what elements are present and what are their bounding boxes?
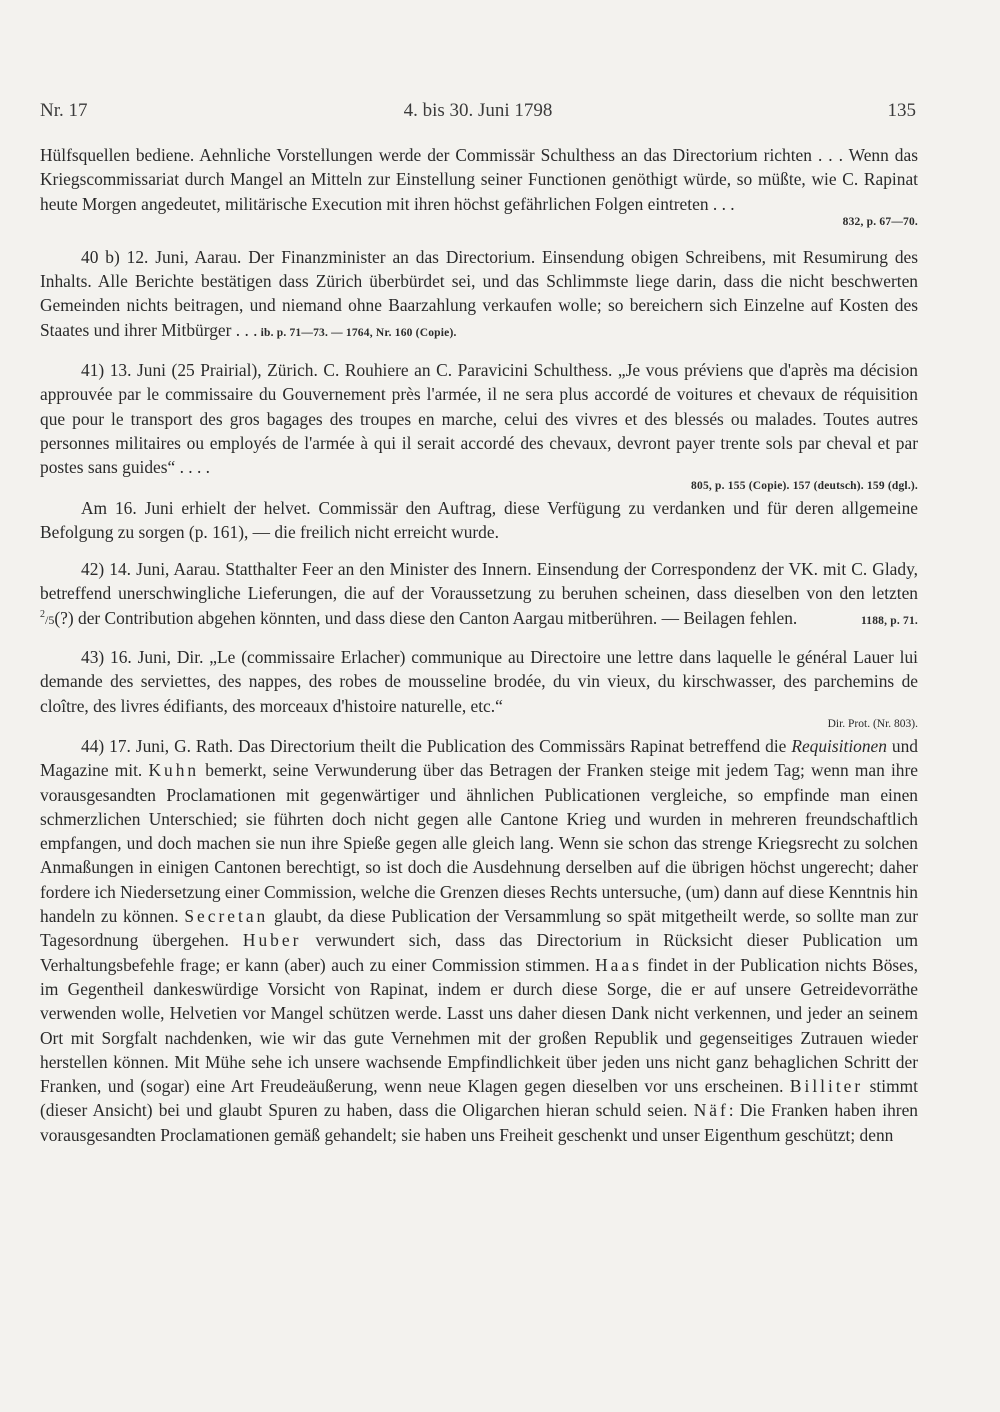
page-reference: p. 71. bbox=[887, 614, 918, 627]
paragraph-text: 44) 17. Juni, G. Rath. Das Directorium theilt die Publication des Commissärs Rapinat betreffend die bbox=[81, 735, 792, 756]
paragraph-text: bemerkt, seine Verwunderung über das Betragen der Franken steige mit jedem Tag; wenn man ihre vorausgesandten Proclamationen mit gegenwärtiger und ähnlichen Publicationen vergleiche, so empfinde man einen schmerzlichen Unterschied; sie führten doch nicht gegen alle Cantone Krieg und wurden in mehreren freundschaftlich empfangen, und doch machen sie nun ihre Spieße gegen alle gleich lang. Wenn sie schon das strenge Kriegsrecht zu solchen Anmaßungen in einigen Cantonen berechtigt, so ist doch die Ausdehnung derselben auf die übrigen höchst ungerecht; daher fordere ich Niedersetzung einer Commission, welche die Grenzen dieses Rechts untersuche, (um) dann auf diese Kenntnis hin handeln zu können. bbox=[40, 760, 918, 927]
paragraph-text: Am 16. Juni erhielt der helvet. Commissär den Auftrag, diese Verfügung zu verdanken und für deren allgemeine Befolgung zu sorgen (p. 161), — die freilich nicht erreicht wurde. bbox=[40, 497, 918, 542]
paragraph-continuation bbox=[40, 143, 918, 230]
source-reference: Dir. Prot. (Nr. 803). bbox=[827, 717, 918, 730]
source-reference bbox=[40, 478, 918, 494]
fraction-numerator: 2 bbox=[40, 608, 45, 620]
speaker-name: Secretan bbox=[184, 906, 269, 927]
paragraph-text: Hülfsquellen bediene. Aehnliche Vorstellungen werde der Commissär Schulthess an das Directorium richten . . . Wenn das Kriegscommissariat durch Mangel an Mitteln zur Einstellung seiner Functionen genöthigt würde, so müßte, wie C. Rapinat heute Morgen angedeutet, militärische Execution mit ihren höchst gefährlichen Folgen eintreten . . . bbox=[40, 145, 918, 214]
archive-number: 805, bbox=[691, 479, 712, 492]
paragraph-text: und Magazine mit. bbox=[40, 735, 918, 781]
page-number: 135 bbox=[887, 100, 916, 121]
speaker-name: Kuhn bbox=[148, 760, 200, 781]
speaker-name: Billiter bbox=[789, 1076, 864, 1097]
italic-term: Requisitionen bbox=[791, 735, 887, 756]
page-reference: ib. p. 71—73. — bbox=[257, 326, 346, 339]
running-header bbox=[40, 100, 916, 128]
paragraph-text: : Die Franken haben ihren vorausgesandten Proclamationen gemäß gehandelt; sie haben uns Freiheit geschenkt und unser Eigenthum geschützt; denn bbox=[40, 1100, 919, 1145]
archive-number: 832, bbox=[842, 215, 864, 228]
source-reference bbox=[40, 214, 918, 230]
speaker-name: Näf bbox=[693, 1100, 729, 1121]
entry-44 bbox=[40, 734, 918, 1147]
entry-40b bbox=[40, 245, 918, 345]
date-range: 4. bis 30. Juni 1798 bbox=[403, 100, 553, 121]
archive-number: 1188, bbox=[860, 614, 888, 627]
paragraph-text: (?) der Contribution abgehen könnten, und dass diese den Canton Aargau mitberühren. — Beilagen fehlen. bbox=[54, 607, 798, 628]
paragraph-text: findet in der Publication nichts Böses, im Gegentheil dankeswürdige Vorsicht von Rapinat, indem er durch diese Sorge, die er auf unsere Getreidevorräthe verwenden wolle, Helvetien vor Mangel schützen werde. Lasst uns daher diesen Dank nicht verkennen, und jeder an seinem Ort mit Sorgfalt nachdenken, wie wir das gute Vernehmen mit der großen Republik und gegenseitiges Zutrauen wieder herstellen können. Mit Mühe sehe ich unsere wachsende Empfindlichkeit über jeden uns nicht ganz behaglichen Schritt der Franken, und (sogar) eine Art Freudeäußerung, wenn neue Klagen gegen dieselben vor uns erscheinen. bbox=[40, 954, 918, 1097]
speaker-name: Haas bbox=[595, 954, 642, 975]
paragraph-text: 43) 16. Juni, Dir. „Le (commissaire Erlacher) communique au Directoire une lettre dans laquelle le général Lauer lui demande des serviettes, des nappes, des robes de mousseline brodée, du vin vieux, du kirschwasser, des parchemins de cloître, des livres édifiants, des morceaux d'histoire naturelle, etc.“ bbox=[40, 647, 918, 716]
fraction-denominator: /5 bbox=[45, 612, 55, 627]
entry-41 bbox=[40, 358, 918, 493]
paragraph-text: glaubt, da diese Publication der Versammlung so spät mitgetheilt werde, so sollte man zur Tagesordnung übergehen. bbox=[40, 906, 918, 951]
paragraph-text: 40 b) 12. Juni, Aarau. Der Finanzminister an das Directorium. Einsendung obigen Schreibens, mit Resumirung des Inhalts. Alle Berichte bestätigen dass Zürich überbürdet sei, und das Schlimmste liege darin, dass die nicht beschwerten Gemeinden nichts beitragen, und niemand ohne Baarzahlung verkaufen wolle; so bereichern sich Einzelne auf Kosten des Staates und ihrer Mitbürger . . . bbox=[40, 246, 918, 340]
paragraph-text: stimmt (dieser Ansicht) bei und glaubt Spuren zu haben, dass die Oligarchen hieran schuld seien. bbox=[40, 1076, 918, 1121]
page-reference: p. 67—70. bbox=[863, 215, 918, 228]
entry-42 bbox=[40, 557, 918, 632]
document-number: Nr. 17 bbox=[40, 100, 88, 121]
paragraph-text: 41) 13. Juni (25 Prairial), Zürich. C. Rouhiere an C. Paravicini Schulthess. „Je vous préviens que d'après ma décision approuvée par le commissaire du Gouvernement près l'armée, il ne sera plus accordé de voitures et chevaux de réquisition que pour le transport des gros bagages des troupes en marche, celui des vivres et des blessés ou malades. Toutes autres personnes militaires ou employés de l'armée à qui il serait accordé des chevaux, devront payer trente sols par cheval et par postes sans guides“ . . . . bbox=[40, 360, 918, 478]
note-paragraph bbox=[40, 496, 918, 545]
entry-43 bbox=[40, 645, 918, 732]
page-body bbox=[40, 143, 918, 1147]
paragraph-text: 42) 14. Juni, Aarau. Statthalter Feer an den Minister des Innern. Einsendung der Correspondenz der VK. mit C. Glady, betreffend unerschwingliche Lieferungen, die auf der Voraussetzung zu beruhen scheinen, dass dieselben von den letzten bbox=[40, 559, 918, 604]
page-reference: Nr. 160 (Copie). bbox=[372, 326, 457, 339]
archive-number: 1764, bbox=[345, 326, 373, 339]
page-reference: p. 155 (Copie). 157 (deutsch). 159 (dgl.). bbox=[711, 479, 918, 492]
speaker-name: Huber bbox=[242, 930, 302, 951]
paragraph-text: verwundert sich, dass das Directorium in Rücksicht dieser Publication um Verhaltungsbefehle frage; er kann (aber) auch zu einer Commission stimmen. bbox=[40, 930, 918, 975]
